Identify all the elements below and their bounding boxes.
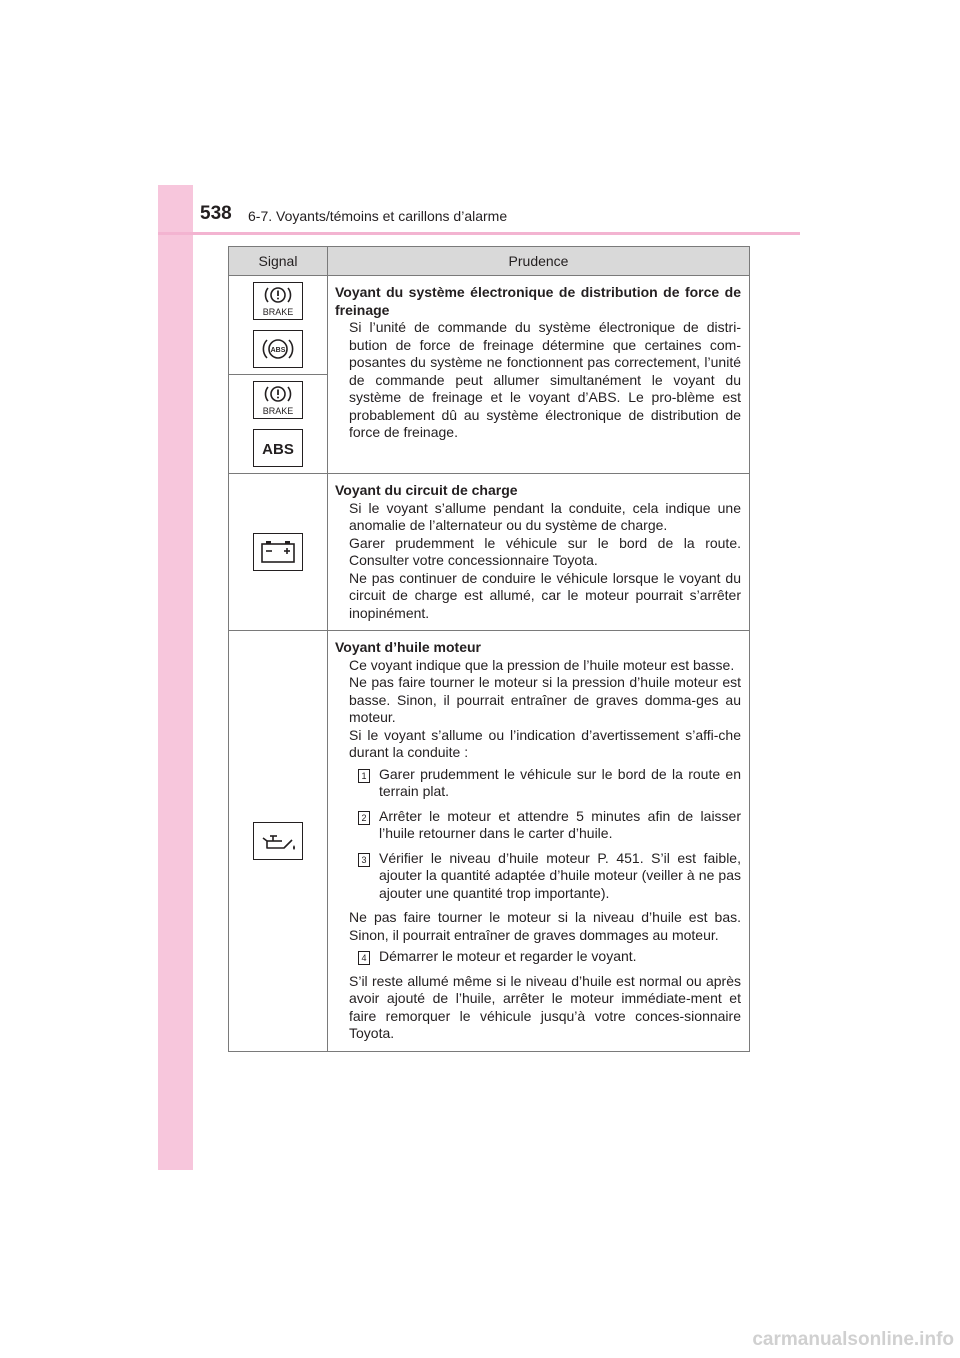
page-number: 538 [200,203,232,224]
warning-text: Ne pas continuer de conduire le véhicule lorsque le voyant du circuit de charge est allumé, car le moteur pourrait s’arrêter inopinément. [349,569,741,621]
signal-cell [229,631,328,1052]
battery-icon [253,533,303,571]
step-item [358,850,741,903]
signal-cell [229,375,328,474]
step-text: Vérifier le niveau d’huile moteur P. 451. S’il est faible, ajouter la quantité adaptée d’huile moteur (veiller à ne pas ajouter une quantité trop importante). [379,849,741,901]
abs-icon-label: ABS [262,441,294,458]
running-head: 6-7. Voyants/témoins et carillons d’alarme [248,208,508,224]
header-caution: Prudence [328,247,750,276]
brake-icon [253,282,303,320]
step-item [358,808,741,843]
table-header-row [229,247,750,276]
oil-can-icon [253,822,303,860]
caution-cell-engine-oil [328,631,750,1052]
warning-title: Voyant du système électronique de distribution de force de freinage [335,284,741,318]
step-number: 2 [358,811,370,825]
warning-text: Ce voyant indique que la pression de l’huile moteur est basse. [349,656,735,673]
signal-cell [229,276,328,375]
table-row-brake-distribution [229,276,750,375]
warning-text: Ne pas faire tourner le moteur si la pression d’huile moteur est basse. Sinon, il pourrait entraîner de graves domma-ges au moteur. [349,674,741,725]
warning-text: Ne pas faire tourner le moteur si la niveau d’huile est bas. Sinon, il pourrait entraîner de graves dommages au moteur. [349,909,741,943]
side-tab-strip [158,185,193,1170]
step-number: 3 [358,853,370,867]
brake-icon-label: BRAKE [262,406,294,416]
warning-text: S’il reste allumé même si le niveau d’huile est normal ou après avoir ajouté de l’huile, arrêter le moteur immédiate-ment et faire remorquer le véhicule jusqu’à votre conces-sionnaire Toyota. [349,972,741,1041]
step-item [358,766,741,801]
step-number: 4 [358,951,370,965]
brake-icon-label: BRAKE [262,307,294,317]
header-signal: Signal [229,247,328,276]
step-item [358,948,741,966]
warning-text: Si le voyant s’allume pendant la conduite, cela indique une anomalie de l’alternateur ou du système de charge. [349,499,741,533]
step-text: Garer prudemment le véhicule sur le bord de la route en terrain plat. [379,765,741,799]
warning-title: Voyant du circuit de charge [335,482,518,498]
abs-circle-icon-label: ABS [270,347,286,354]
watermark: carmanualsonline.info [752,1329,954,1350]
header-rule [158,232,800,235]
caution-cell-brake-distribution [328,276,750,474]
abs-circle-icon [253,330,303,368]
signal-cell [229,474,328,631]
caution-cell-charging [328,474,750,631]
step-number: 1 [358,769,370,783]
table-row-charging [229,474,750,631]
warning-title: Voyant d’huile moteur [335,639,481,655]
brake-icon [253,381,303,419]
step-text: Arrêter le moteur et attendre 5 minutes afin de laisser l’huile retourner dans le carter d’huile. [379,807,741,841]
step-text: Démarrer le moteur et regarder le voyant. [379,948,637,964]
table-row-engine-oil [229,631,750,1052]
warning-text: Si le voyant s’allume ou l’indication d’avertissement s’affi-che durant la conduite : [349,726,741,760]
warning-text: Garer prudemment le véhicule sur le bord de la route. Consulter votre concessionnaire Toyota. [349,534,741,568]
abs-icon [253,429,303,467]
warning-text: Si l’unité de commande du système électronique de distri-bution de force de freinage détermine que certaines com-posantes du système ne fonctionnent pas correctement, l’unité de commande peut allumer simultanément le voyant du système de freinage et le voyant d’ABS. Le pro-blème est probablement dû au système électronique de distribution de force de freinage. [349,319,741,440]
warning-table [228,246,750,1052]
